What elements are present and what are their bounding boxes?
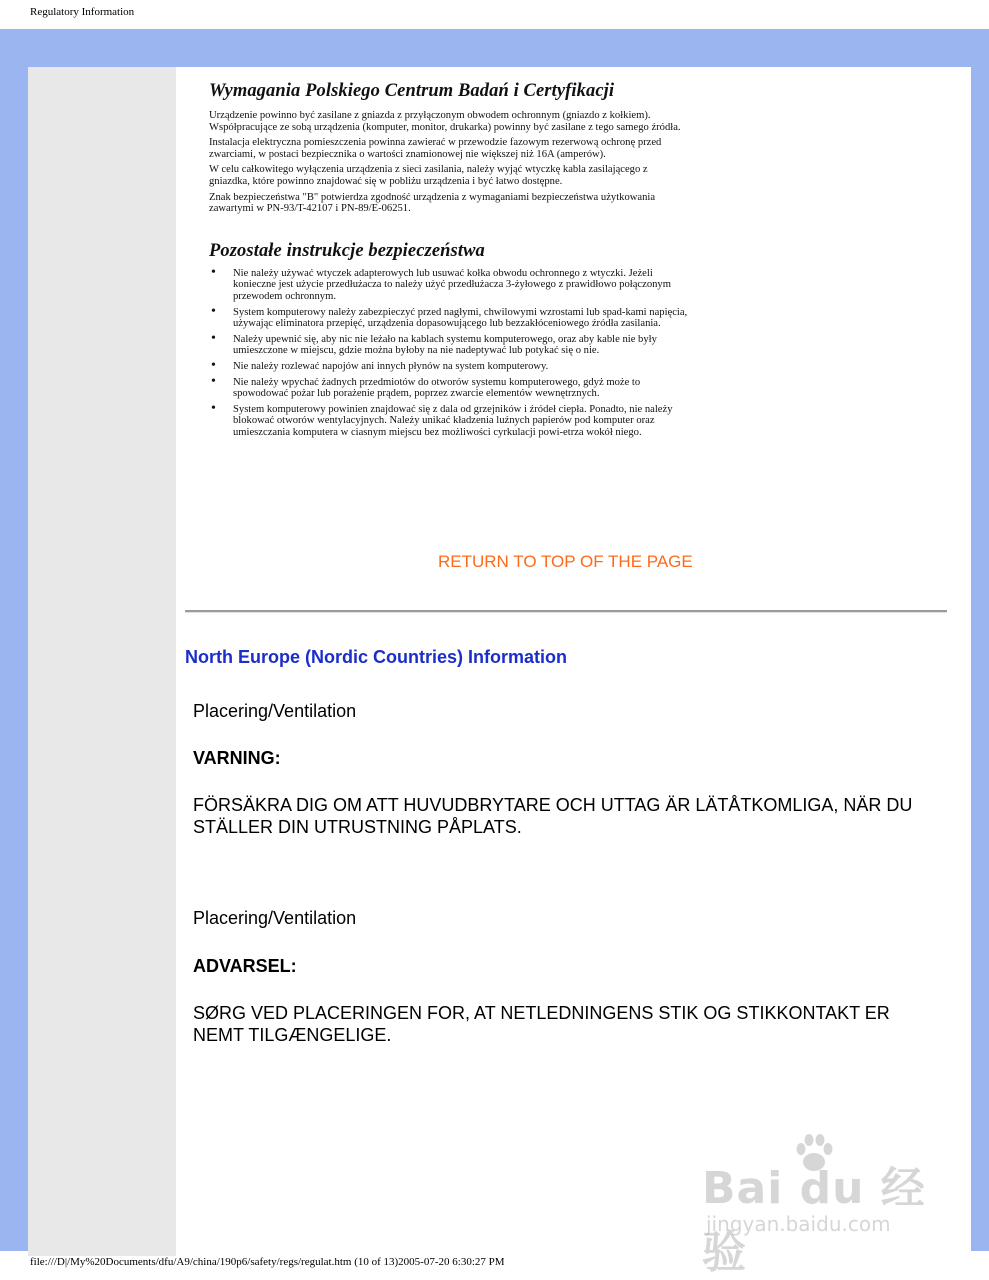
polish-subtitle: Pozostałe instrukcje bezpieczeństwa xyxy=(209,240,485,261)
baidu-watermark xyxy=(700,1132,940,1278)
return-to-top-link[interactable]: RETURN TO TOP OF THE PAGE xyxy=(438,552,693,571)
polish-paragraph: Urządzenie powinno być zasilane z gniazda z przyłączonym obwodem ochronnym (gniazdo z kołkiem). Współpracujące ze sobą urządzenia (komputer, monitor, drukarka) powinny być zasilane z tego samego źródła. xyxy=(209,110,681,133)
main-content xyxy=(176,67,971,1256)
polish-certification-image xyxy=(209,81,689,442)
polish-paragraph: W celu całkowitego wyłączenia urządzenia z sieci zasilania, należy wyjąć wtyczkę kabla zasilającego z gniazdka, które powinno znajdować się w pobliżu urządzenia i być łatwo dostępne. xyxy=(209,164,648,187)
print-header: Regulatory Information xyxy=(30,6,135,18)
left-sidebar xyxy=(28,67,176,1256)
list-item: • Należy upewnić się, aby nic nie leżało na kablach systemu komputerowego, oraz aby kable nie były umieszczone w miejscu, gdzie można byłoby na nie nadeptywać lub potykać się o nie. xyxy=(233,334,689,357)
section-title-nordic: North Europe (Nordic Countries) Information xyxy=(185,647,567,667)
print-footer: file:///D|/My%20Documents/dfu/A9/china/190p6/safety/regs/regulat.htm (10 of 13)2005-07-20 6:30:27 PM xyxy=(30,1256,505,1268)
polish-paragraph: Instalacja elektryczna pomieszczenia powinna zawierać w przewodzie fazowym rezerwową ochronę przed zwarciami, w postaci bezpiecznika o wartości znamionowej nie większej niż 16A (amperów). xyxy=(209,137,662,160)
list-item: • Nie należy rozlewać napojów ani innych płynów na system komputerowy. xyxy=(233,361,689,373)
list-item: • System komputerowy należy zabezpieczyć przed nagłymi, chwilowymi wzrostami lub spad-kami napięcia, używając eliminatora przepięć, urządzenia dopasowującego lub bezzakłóceniowego źródła zasilania. xyxy=(233,307,689,330)
horizontal-divider xyxy=(185,610,947,613)
sweden-warning-text: FÖRSÄKRA DIG OM ATT HUVUDBRYTARE OCH UTTAG ÄR LÄTÅTKOMLIGA, NÄR DU STÄLLER DIN UTRUSTNING PÅPLATS. xyxy=(193,795,913,837)
denmark-warning-label: ADVARSEL: xyxy=(193,956,297,976)
list-item: • System komputerowy powinien znajdować się z dala od grzejników i źródeł ciepła. Ponadto, nie należy blokować otworów wentylacyjnych. Należy unikać kładzenia luźnych papierów pod komputer oraz umieszczania komputera w ciasnym miejscu bez możliwości cyrkulacji powi-etrza wokół niego. xyxy=(233,404,689,439)
sweden-warning-label: VARNING: xyxy=(193,748,281,768)
watermark-text: Bai du 经验 xyxy=(702,1163,926,1278)
polish-title: Wymagania Polskiego Centrum Badań i Certyfikacji xyxy=(209,81,615,101)
polish-paragraph: Znak bezpieczeństwa "B" potwierdza zgodność urządzenia z wymaganiami bezpieczeństwa użytkowania zawartymi w PN-93/T-42107 i PN-89/E-06251. xyxy=(209,191,656,215)
list-item: • Nie należy wpychać żadnych przedmiotów do otworów systemu komputerowego, gdyż może to spowodować pożar lub porażenie prądem, poprzez zwarcie elementów wewnętrznych. xyxy=(233,377,689,400)
list-item: • Nie należy używać wtyczek adapterowych lub usuwać kołka obwodu ochronnego z wtyczki. Jeżeli konieczne jest użycie przedłużacza to należy użyć przedłużacza 3-żyłowego z prawidłowo połączonym przewodem ochronnym. xyxy=(233,268,689,303)
page-frame xyxy=(0,29,989,1251)
denmark-heading: Placering/Ventilation xyxy=(193,908,357,928)
denmark-warning-text: SØRG VED PLACERINGEN FOR, AT NETLEDNINGENS STIK OG STIKKONTAKT ER NEMT TILGÆNGELIGE. xyxy=(193,1003,890,1045)
watermark-url: jingyan.baidu.com xyxy=(706,1212,891,1236)
polish-bullet-list xyxy=(209,268,689,439)
sweden-heading: Placering/Ventilation xyxy=(193,701,357,721)
page-inner xyxy=(28,67,971,1256)
